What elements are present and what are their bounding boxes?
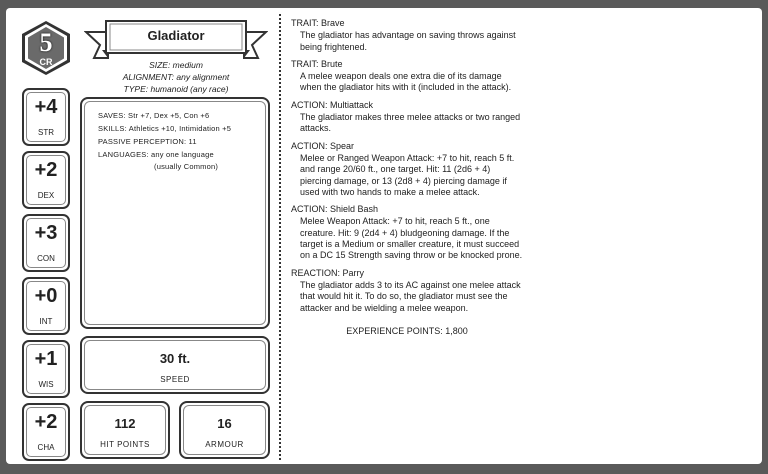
- hit-points-label: HIT POINTS: [100, 440, 150, 449]
- details-box: [80, 97, 270, 329]
- armour-label: ARMOUR: [205, 440, 244, 449]
- abilities-column: [291, 18, 523, 337]
- ability-modifier: +3: [34, 222, 58, 244]
- ability-name: INT: [39, 317, 53, 326]
- ability-name: CHA: [37, 443, 55, 452]
- skills-line: SKILLS: Athletics +10, Intimidation +5: [98, 124, 232, 133]
- challenge-rating-badge: [20, 20, 72, 76]
- entry-description: Melee or Ranged Weapon Attack: +7 to hit, reach 5 ft. and range 20/60 ft., one target. Hit: 11 (2d6 + 4) piercing damage, or 13 (2d8 + 4) piercing damage if used with two hands to make a melee attack.: [300, 152, 515, 197]
- languages-line: [98, 148, 262, 172]
- perception-line: PASSIVE PERCEPTION: 11: [98, 137, 197, 146]
- entry-description: The gladiator makes three melee attacks or two ranged attacks.: [300, 112, 521, 134]
- languages-note: (usually Common): [154, 162, 219, 171]
- ability-name: STR: [38, 128, 54, 137]
- entry-heading: TRAIT: Brute: [291, 58, 343, 69]
- ability-cha: [22, 403, 70, 461]
- experience-points: EXPERIENCE POINTS: 1,800: [346, 325, 468, 336]
- languages-value: LANGUAGES: any one language: [98, 150, 214, 159]
- ability-modifier: +2: [34, 411, 58, 433]
- entry-description: Melee Weapon Attack: +7 to hit, reach 5 ft., one creature. Hit: 9 (2d4 + 4) bludgeoning damage. If the target is a Medium or smaller creature, it must succeed on a DC 15 Strength saving throw or be knocked prone.: [300, 216, 523, 261]
- speed-box: [80, 336, 270, 394]
- armour-box: [179, 401, 270, 459]
- entry-description: The gladiator adds 3 to its AC against one melee attack that would hit it. To do so, the gladiator must see the attacker and be wielding a melee weapon.: [300, 279, 521, 313]
- ability-dex: [22, 151, 70, 209]
- creature-subinfo: [84, 59, 268, 95]
- speed-label: SPEED: [160, 375, 190, 384]
- entry-action-multiattack: [291, 100, 523, 135]
- entry-reaction-parry: [291, 268, 523, 314]
- ability-name: DEX: [37, 191, 55, 200]
- ability-name: WIS: [38, 380, 54, 389]
- entry-heading: TRAIT: Brave: [291, 18, 345, 28]
- speed-value: 30 ft.: [159, 351, 191, 366]
- ability-modifier: +4: [34, 96, 58, 118]
- cr-label: CR: [39, 57, 53, 67]
- details-text: [98, 109, 262, 172]
- column-divider: [279, 14, 281, 460]
- ability-modifier: +1: [34, 348, 58, 370]
- ability-str: [22, 88, 70, 146]
- entry-heading: ACTION: Multiattack: [291, 99, 374, 110]
- type-line: TYPE: humanoid (any race): [123, 84, 229, 94]
- ability-int: [22, 277, 70, 335]
- hit-points-value: 112: [114, 416, 136, 431]
- ability-modifier: +2: [34, 159, 58, 181]
- entry-heading: ACTION: Spear: [291, 140, 355, 151]
- entry-trait-brute: [291, 59, 523, 94]
- ability-wis: [22, 340, 70, 398]
- entry-action-shield-bash: [291, 204, 523, 261]
- armour-value: 16: [217, 416, 232, 431]
- title-banner: [84, 18, 268, 62]
- entry-description: The gladiator has advantage on saving throws against being frightened.: [300, 30, 516, 52]
- saves-line: SAVES: Str +7, Dex +5, Con +6: [98, 111, 210, 120]
- entry-heading: REACTION: Parry: [291, 267, 365, 278]
- ability-con: [22, 214, 70, 272]
- ability-modifier: +0: [34, 285, 58, 307]
- entry-trait-brave: [291, 18, 523, 53]
- size-line: SIZE: medium: [149, 60, 203, 70]
- entry-action-spear: [291, 141, 523, 198]
- entry-description: A melee weapon deals one extra die of its damage when the gladiator hits with it (included in the attack).: [300, 71, 512, 93]
- alignment-line: ALIGNMENT: any alignment: [122, 72, 230, 82]
- creature-name: Gladiator: [147, 28, 205, 43]
- cr-value: 5: [39, 28, 53, 57]
- entry-heading: ACTION: Shield Bash: [291, 204, 379, 215]
- hit-points-box: [80, 401, 170, 459]
- ability-name: CON: [37, 254, 55, 263]
